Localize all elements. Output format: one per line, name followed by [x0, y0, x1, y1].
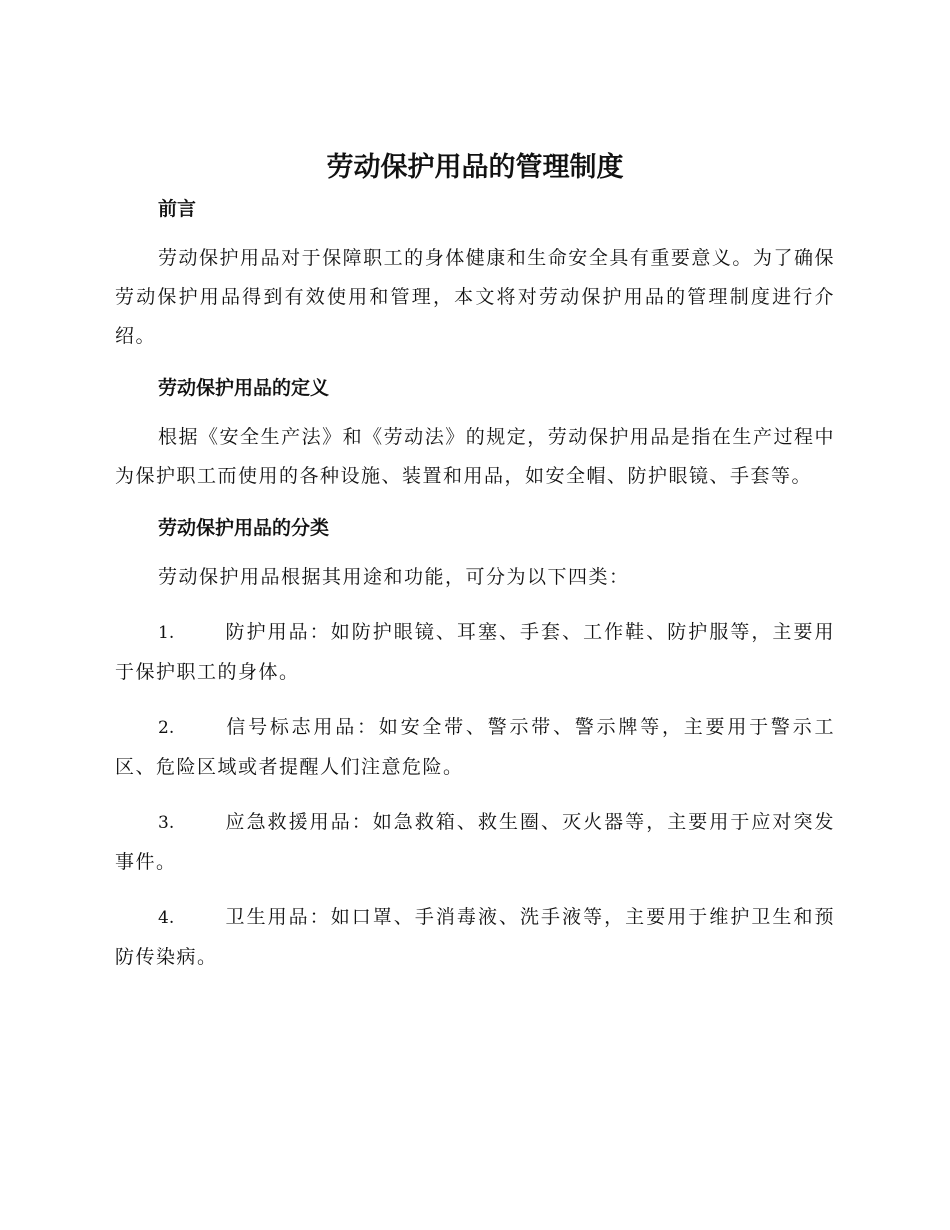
list-item	[115, 898, 835, 977]
list-item-number: 4.	[158, 908, 175, 928]
list-item	[115, 803, 835, 882]
list-item-number: 3.	[158, 813, 175, 833]
list-item	[115, 613, 835, 692]
paragraph-preface: 劳动保护用品对于保障职工的身体健康和生命安全具有重要意义。为了确保劳动保护用品得到有效使用和管理，本文将对劳动保护用品的管理制度进行介绍。	[115, 247, 835, 347]
list-item-text: 卫生用品：如口罩、手消毒液、洗手液等，主要用于维护卫生和预防传染病。	[115, 906, 835, 968]
paragraph-classification-intro: 劳动保护用品根据其用途和功能，可分为以下四类：	[158, 566, 630, 588]
list-item-number: 1.	[158, 623, 175, 643]
section-heading-preface: 前言	[158, 198, 197, 220]
list-item-text: 信号标志用品：如安全带、警示带、警示牌等，主要用于警示工区、危险区域或者提醒人们注意危险。	[115, 716, 835, 778]
document-body	[115, 195, 835, 977]
list-item-number: 2.	[158, 718, 175, 738]
list-item-text: 防护用品：如防护眼镜、耳塞、手套、工作鞋、防护服等，主要用于保护职工的身体。	[115, 621, 835, 683]
paragraph-definition: 根据《安全生产法》和《劳动法》的规定，劳动保护用品是指在生产过程中为保护职工而使用的各种设施、装置和用品，如安全帽、防护眼镜、手套等。	[115, 426, 835, 487]
list-item-text: 应急救援用品：如急救箱、救生圈、灭火器等，主要用于应对突发事件。	[115, 811, 835, 873]
section-heading-classification: 劳动保护用品的分类	[158, 517, 330, 539]
document-title: 劳动保护用品的管理制度	[326, 152, 624, 183]
section-heading-definition: 劳动保护用品的定义	[158, 377, 330, 399]
list-item	[115, 708, 835, 787]
